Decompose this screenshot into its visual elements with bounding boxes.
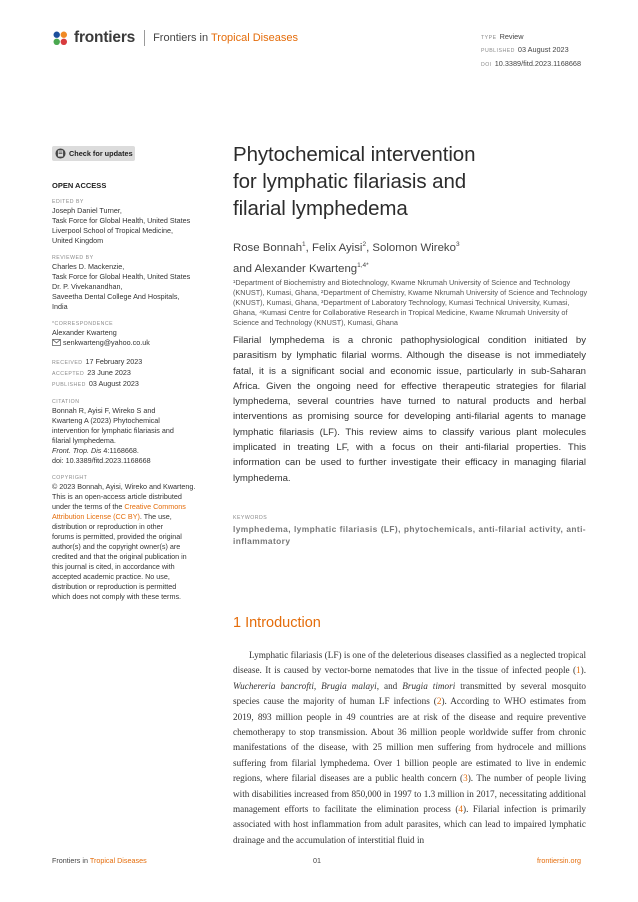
citation-line: Kwarteng A (2023) Phytochemical — [52, 416, 160, 425]
editor-line: Liverpool School of Tropical Medicine, — [52, 226, 174, 235]
introduction-body — [233, 648, 586, 848]
author-affiliation-sup: 3 — [455, 241, 460, 248]
body-text: Lymphatic filariasis (LF) is one of the deleterious diseases classified as a neglected tropical disease. It is caused by vector-borne nematodes that live in the tissue of infected people ( — [233, 650, 586, 676]
license-link[interactable]: Attribution License (CC BY) — [52, 512, 140, 521]
editor-line: Joseph Daniel Turner, — [52, 206, 122, 215]
species-name: Wuchereria bancrofti, Brugia malayi — [233, 680, 377, 691]
publisher-logo-text: frontiers — [74, 29, 136, 46]
published-label: PUBLISHED — [481, 48, 515, 55]
copyright-license-row — [52, 502, 204, 512]
check-for-updates-button[interactable] — [52, 146, 135, 161]
reviewer-line: Saveetha Dental College And Hospitals, — [52, 292, 180, 301]
copyright-label: COPYRIGHT — [52, 475, 88, 481]
accepted-date: 23 June 2023 — [87, 368, 131, 377]
received-date: 17 February 2023 — [85, 357, 143, 366]
reference-link[interactable]: 4 — [458, 804, 464, 815]
reviewer-line: Dr. P. Vivekanandhan, — [52, 282, 123, 291]
footer-journal-title: Tropical Diseases — [89, 856, 147, 865]
accepted-label: ACCEPTED — [52, 371, 85, 377]
body-text: , and — [376, 680, 403, 691]
reference-link[interactable]: 2 — [436, 696, 442, 707]
journal-header — [52, 29, 298, 47]
body-text: transmitted by several mosquito species cause the majority of human LF infections ( — [233, 680, 586, 707]
author-name[interactable]: Alexander Kwarteng — [254, 263, 358, 276]
citation-journal-row — [52, 446, 204, 456]
check-for-updates-icon — [55, 148, 66, 159]
doi-label: DOI — [481, 61, 492, 68]
license-link[interactable]: Creative Commons — [124, 502, 186, 511]
citation-journal: Front. Trop. Dis — [52, 446, 102, 455]
correspondence-email[interactable]: senkwarteng@yahoo.co.uk — [63, 338, 150, 347]
keywords-label: KEYWORDS — [233, 515, 268, 521]
title-line: Phytochemical intervention — [233, 143, 476, 166]
introduction-paragraph — [233, 648, 586, 848]
journal-prefix: Frontiers in — [153, 32, 209, 44]
frontiers-logo-icon — [52, 30, 69, 47]
affiliations: ¹Department of Biochemistry and Biotechnology, Kwame Nkrumah University of Science and Technology (KNUST), Kumasi, Ghana, ²Department of Chemistry, Kwame Nkrumah University of Science and Technology (KNUST), Kumasi, Ghana, ³Department of Laboratory Technology, Kumasi Technical University, Kumasi, Ghana, ⁴Kumasi Centre for Collaborative Research in Tropical Medicine, Kwame Nkrumah University of Science and Technology (KNUST), Kumasi, Ghana — [233, 278, 588, 327]
copyright-line: This is an open-access article distributed — [52, 492, 182, 501]
sidebar-published-label: PUBLISHED — [52, 382, 86, 388]
accepted-row — [52, 368, 204, 379]
author-list: Rose Bonnah$^1$, Felix Ayisi$^2$, Solomon Wireko$^3$ and Alexander Kwarteng$^{1,4*}$ — [233, 241, 460, 276]
copyright-line: © 2023 Bonnah, Ayisi, Wireko and Kwarteng. — [52, 482, 196, 491]
sidebar — [52, 181, 204, 602]
open-access-label: OPEN ACCESS — [52, 181, 107, 190]
envelope-icon — [52, 339, 61, 346]
correspondence-label: *CORRESPONDENCE — [52, 321, 114, 327]
body-text: ). Filarial infection is primarily associated with host inflammation from adult parasites, which can lead to impaired lymphatic drainage and the accumulation of interstitial fluid in — [233, 804, 586, 845]
journal-title: Tropical Diseases — [210, 32, 298, 44]
keywords: lymphedema, lymphatic filariasis (LF), phytochemicals, anti-filarial activity, anti-inflammatory — [233, 524, 586, 547]
title-line: filarial lymphedema — [233, 197, 408, 220]
title-line: for lymphatic filariasis and — [233, 170, 467, 193]
received-label: RECEIVED — [52, 360, 83, 366]
correspondence-email-row[interactable] — [52, 338, 204, 348]
body-text: ). According to WHO estimates from 2019, 893 million people in 49 countries are at risk of the disease and require preventive chemotherapy to stop transmission. About 36 million people worldwide suffer from chronic manifestations of the disease, with 25 million men suffering from hydrocele and millions suffering from filarial lymphedema. Over 1 billion people are estimated to live in endemic regions, where filarial diseases are a public health concern ( — [233, 696, 586, 784]
journal-name — [153, 32, 298, 44]
footer-site-link[interactable]: frontiersin.org — [537, 856, 581, 865]
article-type: Review — [499, 32, 524, 41]
published-row — [52, 379, 204, 390]
citation-label: CITATION — [52, 399, 80, 405]
dates-block — [52, 357, 204, 390]
copyright-line: distribution or reproduction is permitted — [52, 582, 177, 591]
article-title — [233, 141, 593, 222]
reviewed-by-label: REVIEWED BY — [52, 255, 94, 261]
doi-link[interactable]: 10.3389/fitd.2023.1168668 — [494, 58, 582, 68]
copyright-text: . The use, — [139, 512, 172, 521]
citation-doi[interactable]: doi: 10.3389/fitd.2023.1168668 — [52, 456, 151, 465]
editor-line: Task Force for Global Health, United States — [52, 216, 191, 225]
edited-by-label: EDITED BY — [52, 199, 84, 205]
editor-line: United Kingdom — [52, 236, 104, 245]
reviewer-line: Task Force for Global Health, United States — [52, 272, 191, 281]
author-name[interactable]: Rose Bonnah — [233, 241, 303, 254]
published-date: 03 August 2023 — [517, 45, 569, 55]
author-affiliation-sup: 2 — [362, 241, 367, 248]
type-label: TYPE — [481, 35, 497, 41]
header-divider — [144, 30, 145, 46]
citation-line: Bonnah R, Ayisi F, Wireko S and — [52, 406, 156, 415]
copyright-line: accepted academic practice. No use, — [52, 572, 170, 581]
page-number: 01 — [313, 856, 321, 865]
footer-journal — [52, 856, 147, 865]
reference-link[interactable]: 1 — [576, 665, 581, 676]
reviewer-line: Charles D. Mackenzie, — [52, 262, 125, 271]
reviewer-line: India — [52, 302, 68, 311]
copyright-text: under the terms of the — [52, 502, 125, 511]
footer-journal-prefix: Frontiers in — [52, 856, 88, 865]
copyright-line: this journal is cited, in accordance with — [52, 562, 175, 571]
author-affiliation-sup: 1 — [302, 241, 306, 248]
section-heading: 1 Introduction — [233, 615, 321, 631]
author-name[interactable]: Felix Ayisi — [312, 241, 363, 254]
body-text: ). The number of people living with disabilities increased from 850,000 in 1997 to 1.3 million in 2017, necessitating additional management efforts to facilitate the elimination process ( — [233, 773, 587, 815]
citation-line: intervention for lymphatic filariasis and — [52, 426, 174, 435]
body-text: ). — [580, 665, 586, 676]
copyright-line: distribution or reproduction in other — [52, 522, 164, 531]
citation-volume: 4:1168668. — [101, 446, 139, 455]
sidebar-published-date: 03 August 2023 — [88, 379, 139, 388]
author-affiliation-sup: 1,4* — [357, 262, 369, 270]
species-name: Brugia timori — [402, 680, 456, 691]
copyright-license-row — [52, 512, 204, 522]
copyright-line: forums is permitted, provided the original — [52, 532, 182, 541]
reference-link[interactable]: 3 — [463, 773, 468, 784]
check-for-updates-label: Check for updates — [69, 149, 133, 158]
abstract: Filarial lymphedema is a chronic pathophysiological condition initiated by parasitism by lymphatic filarial worms. Although the disease is not immediately fatal, it is a significant social and economic issue, particularly in sub-Saharan Africa. Given the ongoing need for effective therapeutic strategies for filarial lymphedema, several countries have turned to natural products and herbal interventions as promising source for developing anti-filarial agents to manage lymphatic filariasis (LF). This review aims to classify various plant molecules implicated in treating LF, with a focus on their anti-filarial properties. This information can be used to further investigate their efficacy in managing filarial lymphedema. — [233, 335, 586, 484]
copyright-line: credited and that the original publication in — [52, 552, 187, 561]
correspondence-name: Alexander Kwarteng — [52, 328, 117, 337]
author-name[interactable]: Solomon Wireko — [372, 241, 456, 254]
copyright-line: which does not comply with these terms. — [52, 592, 182, 601]
citation-line: filarial lymphedema. — [52, 436, 116, 445]
copyright-line: author(s) and the copyright owner(s) are — [52, 542, 181, 551]
article-meta — [481, 31, 581, 71]
received-row — [52, 357, 204, 368]
